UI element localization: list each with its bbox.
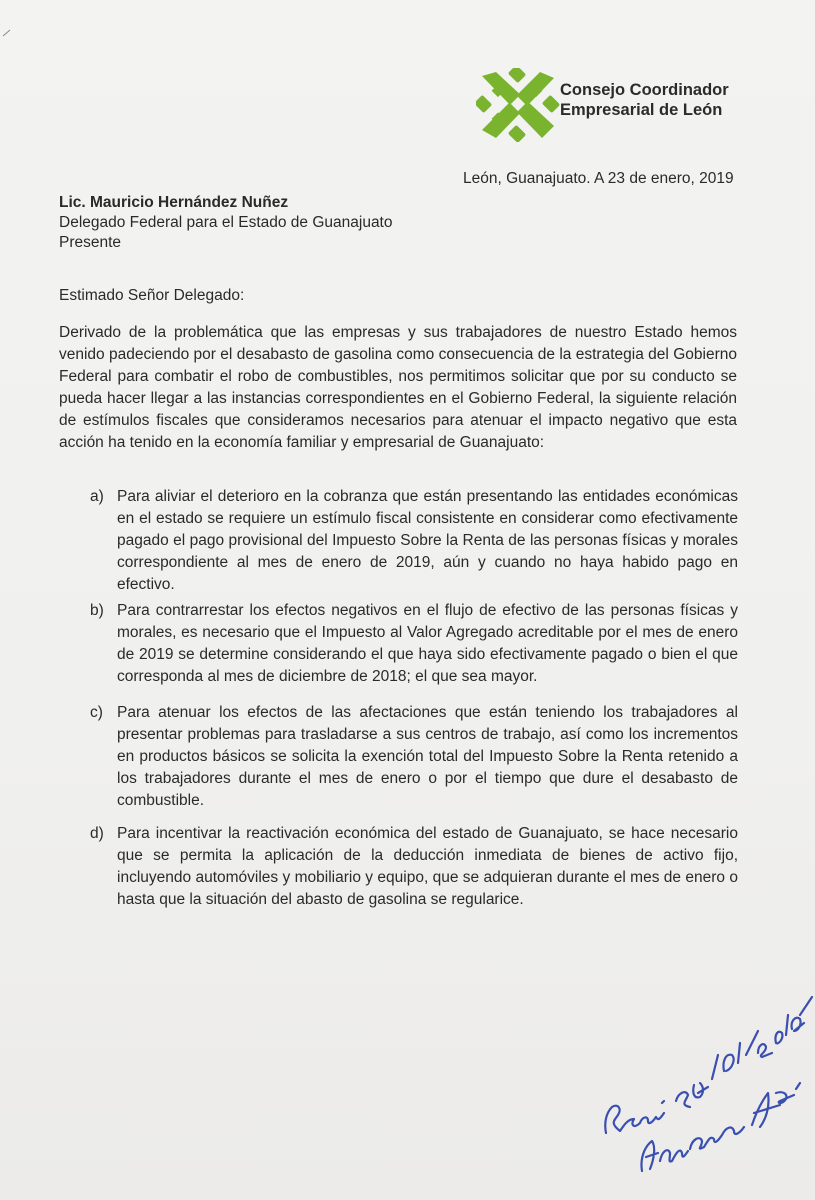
org-line-1: Consejo Coordinador — [560, 81, 729, 99]
list-item-d — [90, 823, 738, 911]
list-item-label: c) — [90, 704, 103, 721]
letter-date: León, Guanajuato. A 23 de enero, 2019 — [463, 170, 734, 187]
paper-mark — [2, 28, 12, 38]
list-item-a — [90, 486, 738, 596]
list-item-c — [90, 702, 738, 812]
list-item-text: Para contrarrestar los efectos negativos en el flujo de efectivo de las personas físicas y morales, es necesario que el Impuesto al Valor Agregado acreditable por el mes de enero de 2019 se determine considerando el que haya sido efectivamente pagado o bien el que corresponda al mes de diciembre de 2018; el que sea mayor. — [117, 602, 738, 685]
handwritten-received-note — [590, 975, 815, 1185]
recipient-name: Lic. Mauricio Hernández Nuñez — [59, 194, 289, 211]
list-item-b — [90, 600, 738, 688]
recipient-block — [59, 193, 393, 253]
org-line-2: Empresarial de León — [560, 101, 723, 119]
organization-name — [560, 80, 729, 120]
list-item-text: Para atenuar los efectos de las afectaciones que están teniendo los trabajadores al presentar problemas para trasladarse a sus centros de trabajo, así como los incrementos en productos básicos se solicita la exención total del Impuesto Sobre la Renta retenido a los trabajadores durante el mes de enero o por el tiempo que dure el desabasto de combustible. — [117, 704, 738, 809]
ccel-logo-icon — [476, 68, 560, 142]
list-item-label: b) — [90, 602, 104, 619]
recipient-presente: Presente — [59, 234, 122, 251]
list-item-label: d) — [90, 825, 104, 842]
recipient-title: Delegado Federal para el Estado de Guanajuato — [59, 214, 393, 231]
list-item-text: Para incentivar la reactivación económica del estado de Guanajuato, se hace necesario que se permita la aplicación de la deducción inmediata de bienes de activo fijo, incluyendo automóviles y mobiliario y equipo, que se adquieran durante el mes de enero o hasta que la situación del abasto de gasolina se regularice. — [117, 825, 738, 908]
list-item-label: a) — [90, 488, 104, 505]
intro-paragraph: Derivado de la problemática que las empresas y sus trabajadores de nuestro Estado hemos venido padeciendo por el desabasto de gasolina como consecuencia de la estrategia del Gobierno Federal para combatir el robo de combustibles, nos permitimos solicitar que por su conducto se pueda hacer llegar a las instancias correspondientes en el Gobierno Federal, la siguiente relación de estímulos fiscales que consideramos necesarios para atenuar el impacto negativo que esta acción ha tenido en la economía familiar y empresarial de Guanajuato: — [59, 324, 737, 451]
list-item-text: Para aliviar el deterioro en la cobranza que están presentando las entidades económicas en el estado se requiere un estímulo fiscal consistente en considerar como efectivamente pagado el pago provisional del Impuesto Sobre la Renta de las personas físicas y morales correspondiente al mes de enero de 2019, aún y cuando no haya habido pago en efectivo. — [117, 488, 738, 593]
greeting: Estimado Señor Delegado: — [59, 287, 245, 304]
